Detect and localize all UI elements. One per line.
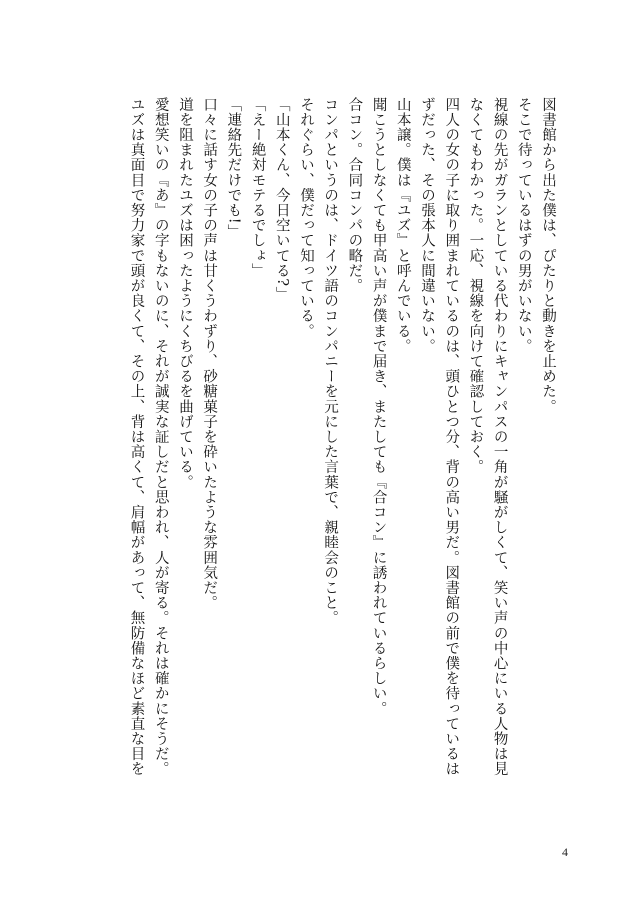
page-number: 4 [562,845,568,859]
text-line: そこで待っているはずの男がいない。 [515,97,532,354]
text-line: 道を阻まれたユズは困ったようにくちびるを曲げている。 [176,97,193,490]
text-line: 合コン。合同コンパの略だ。 [346,97,363,294]
text-line: 愛想笑いの『あ』の字もないのに、それが誠実な証しだと思われ、人が寄る。それは確かにそうだ。 [152,97,169,777]
text-line: 口々に話す女の子の声は甘くうわずり、砂糖菓子を砕いたような雰囲気だ。 [201,97,218,611]
text-line: 「山本くん、今日空いてる?」 [273,97,290,302]
text-line: それぐらい、僕だって知っている。 [297,97,314,339]
text-line: 視線の先がガランとしている代わりにキャンパスの一角が騒がしくて、笑い声の中心にいる人物は見 [491,97,508,777]
body-text [124,97,560,787]
text-line: 「えー絶対モテるでしょ」 [249,97,266,279]
text-line: 図書館から出た僕は、ぴたりと動きを止めた。 [540,97,556,415]
text-line: 聞こうとしなくても甲高い声が僕まで届き、またしても『合コン』に誘われているらしい。 [370,97,387,717]
text-line: なくてもわかった。一応、視線を向けて確認しておく。 [467,97,484,475]
text-line: ずだった、その張本人に間違いない。 [418,97,435,354]
text-line: 「連絡先だけでも!」 [225,97,242,240]
text-line: ユズは真面目で努力家で頭が良くて、その上、背は高くて、肩幅があって、無防備なほど素直な目を [128,97,145,777]
text-line: 四人の女の子に取り囲まれているのは、頭ひとつ分、背の高い男だ。図書館の前で僕を待っているは [443,97,460,777]
text-line: 山本譲。僕は『ユズ』と呼んでいる。 [394,97,411,354]
text-line: コンパというのは、ドイツ語のコンパニーを元にした言葉で、親睦会のこと。 [322,97,339,626]
